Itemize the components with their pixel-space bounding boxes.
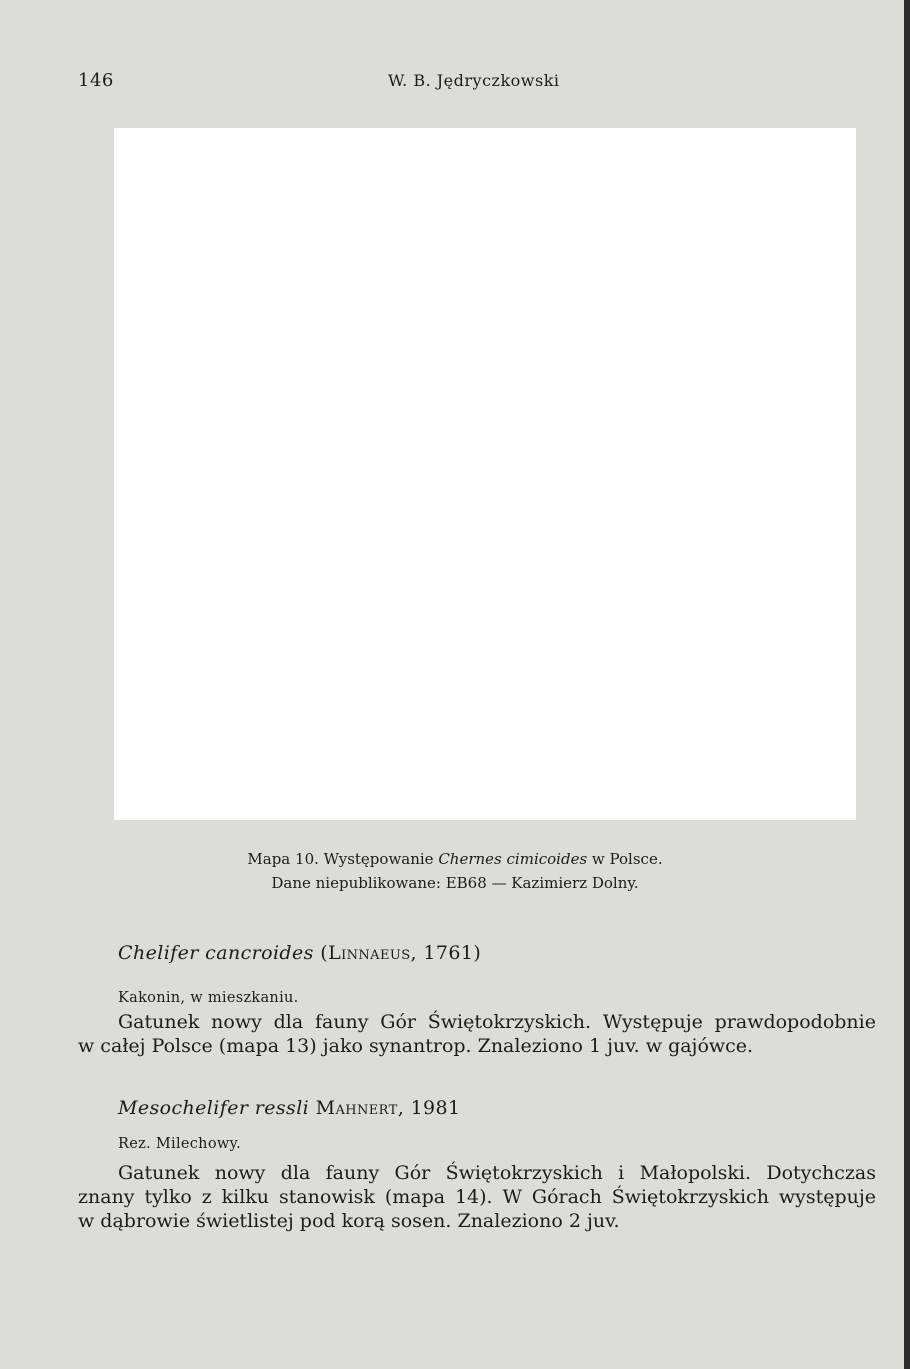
species-description-mesochelifer	[78, 1161, 876, 1233]
species-heading-chelifer: Chelifer cancroides (Linnaeus, 1761)	[118, 942, 482, 964]
species-author: Mahnert	[315, 1097, 398, 1119]
species-locality-mesochelifer: Rez. Milechowy.	[118, 1136, 242, 1152]
species-name: Mesochelifer ressli	[118, 1097, 310, 1119]
text-line: Gatunek nowy dla fauny Gór Świętokrzyskich. Występuje prawdopodobnie	[118, 1011, 876, 1033]
caption-line-2: Dane niepublikowane: EB68 — Kazimierz Dolny.	[271, 874, 639, 892]
species-heading-mesochelifer: Mesochelifer ressli Mahnert, 1981	[118, 1097, 461, 1119]
text-line: znany tylko z kilku stanowisk (mapa 14). W Górach Świętokrzyskich występuje	[78, 1186, 876, 1208]
text-line: Gatunek nowy dla fauny Gór Świętokrzyskich i Małopolski. Dotychczas	[118, 1162, 876, 1184]
figure-caption	[0, 847, 910, 895]
text-line: w dąbrowie świetlistej pod korą sosen. Znaleziono 2 juv.	[78, 1210, 620, 1232]
caption-species-name: Chernes cimicoides	[438, 850, 588, 868]
caption-line-1: Mapa 10. Występowanie Chernes cimicoides w Polsce.	[247, 850, 663, 868]
species-author: Linnaeus	[328, 942, 411, 964]
species-name: Chelifer cancroides	[118, 942, 314, 964]
page-number: 146	[78, 70, 114, 91]
species-locality-chelifer: Kakonin, w mieszkaniu.	[118, 990, 299, 1006]
map-figure	[114, 128, 856, 820]
text-line: w całej Polsce (mapa 13) jako synantrop. Znaleziono 1 juv. w gajówce.	[78, 1035, 754, 1057]
running-head-author: W. B. Jędryczkowski	[388, 71, 560, 90]
species-description-chelifer	[78, 1010, 876, 1058]
page-header	[78, 70, 850, 100]
page-edge-shadow	[904, 0, 910, 1369]
